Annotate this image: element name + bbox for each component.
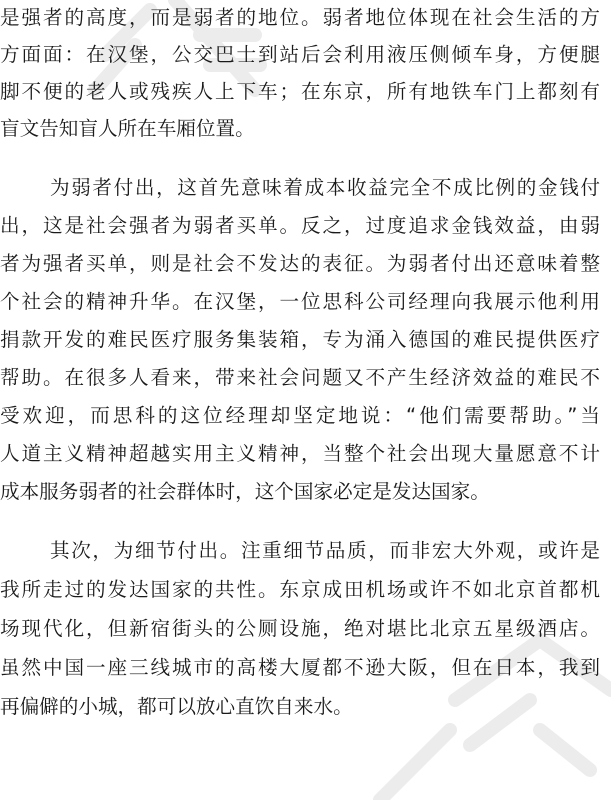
text-line: 受欢迎，而思科的这位经理却坚定地说：“他们需要帮助。”当 (0, 404, 600, 427)
paragraph-first-line: 其次，为细节付出。注重细节品质，而非宏大外观，或许是 (50, 539, 600, 562)
text-line: 场现代化，但新宿街头的公厕设施，绝对堪比北京五星级酒店。 (0, 617, 600, 640)
text-line: 出，这是社会强者为弱者买单。反之，过度追求金钱效益，由弱 (0, 214, 600, 237)
text-line: 虽然中国一座三线城市的高楼大厦都不逊大阪，但在日本，我到 (0, 656, 600, 679)
text-line: 脚不便的老人或残疾人上下车；在东京，所有地铁车门上都刻有 (0, 80, 600, 103)
text-line: 我所走过的发达国家的共性。东京成田机场或许不如北京首都机 (0, 578, 600, 601)
text-line: 成本服务弱者的社会群体时，这个国家必定是发达国家。 (0, 480, 490, 503)
paragraph-first-line: 为弱者付出，这首先意味着成本收益完全不成比例的金钱付 (50, 176, 600, 199)
text-line: 再偏僻的小城，都可以放心直饮自来水。 (0, 695, 353, 718)
text-line: 是强者的高度，而是弱者的地位。弱者地位体现在社会生活的方 (0, 6, 600, 29)
text-line: 人道主义精神超越实用主义精神，当整个社会出现大量愿意不计 (0, 442, 600, 465)
text-line: 捐款开发的难民医疗服务集装箱，专为涌入德国的难民提供医疗 (0, 328, 600, 351)
text-line: 个社会的精神升华。在汉堡，一位思科公司经理向我展示他利用 (0, 290, 600, 313)
text-line: 方面面：在汉堡，公交巴士到站后会利用液压侧倾车身，方便腿 (0, 43, 600, 66)
text-line: 者为强者买单，则是社会不发达的表征。为弱者付出还意味着整 (0, 252, 600, 275)
text-line: 帮助。在很多人看来，带来社会问题又不产生经济效益的难民不 (0, 366, 600, 389)
text-line: 盲文告知盲人所在车厢位置。 (0, 117, 255, 140)
